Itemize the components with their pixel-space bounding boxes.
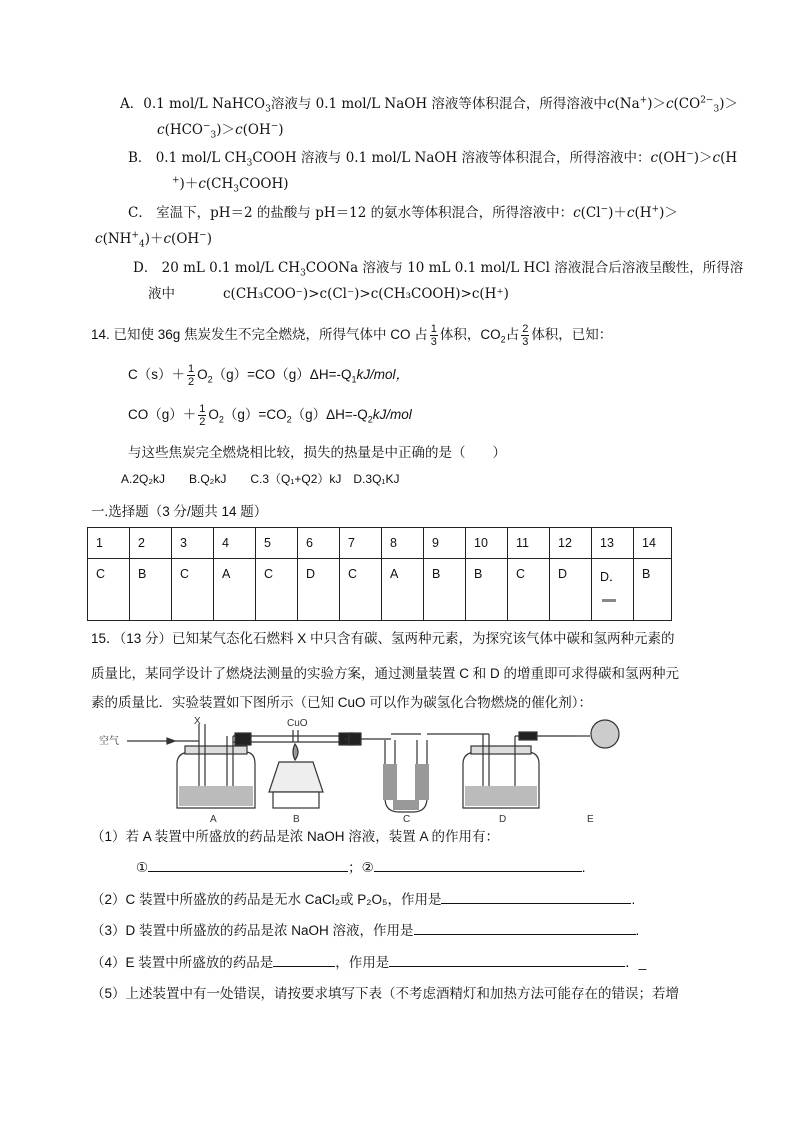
- table-cell: B: [130, 559, 172, 621]
- table-cell: 7: [340, 528, 382, 559]
- arrow-head-icon: [167, 738, 175, 744]
- tiny-mark-icon: [602, 599, 616, 602]
- q13-option-d-cont: 液中 c(CH₃COO⁻)>c(Cl⁻)>c(CH₃COOH)>c(H⁺): [148, 286, 509, 302]
- apparatus-figure: [95, 716, 635, 824]
- table-cell: 4: [214, 528, 256, 559]
- table-cell: 13: [592, 528, 634, 559]
- table-cell: C: [172, 559, 214, 621]
- q15-line-2: 质量比，某同学设计了燃烧法测量的实验方案，通过测量装置 C 和 D 的增重即可求得碳和氢两种元: [91, 666, 680, 681]
- section-title: 一.选择题（3 分/题共 14 题）: [91, 504, 268, 519]
- table-cell: A: [214, 559, 256, 621]
- table-cell: 5: [256, 528, 298, 559]
- table-cell: C: [256, 559, 298, 621]
- q13-option-b: B． 0.1 mol/L $CH_3COOH$ 溶液与 0.1 mol/L NaOH 溶液等体积混合，所得溶液中：c(OH−)＞c(H: [128, 149, 738, 169]
- q15-sub-2: （2）C 装置中所盛放的药品是无水 CaCl₂或 P₂O₅，作用是 .: [91, 889, 635, 910]
- table-cell: D: [550, 559, 592, 621]
- table-cell: 9: [424, 528, 466, 559]
- u-tube-c: [383, 734, 429, 812]
- fig-label-d: D: [499, 814, 507, 824]
- fig-label-x: X: [194, 716, 201, 727]
- table-cell: 11: [508, 528, 550, 559]
- answer-table-header-row: [88, 528, 672, 559]
- table-cell: 6: [298, 528, 340, 559]
- q13-option-c: C． 室温下，pH＝2 的盐酸与 pH＝12 的氨水等体积混合，所得溶液中：c(Cl−)＋c(H+)＞: [128, 204, 678, 221]
- q15-sub-4: （4）E 装置中所盛放的药品是 ，作用是 ．_: [91, 952, 646, 973]
- table-cell: B: [466, 559, 508, 621]
- answer-table-value-row: [88, 559, 672, 621]
- table-cell: 1: [88, 528, 130, 559]
- q14-options: A.2Q₂kJ B.Q₂kJ C.3（Q₁+Q2）kJ D.3Q₁KJ: [121, 472, 400, 486]
- table-cell: 14: [634, 528, 672, 559]
- q15-line-3: 素的质量比．实验装置如下图所示（已知 CuO 可以作为碳氢化合物燃烧的催化剂）：: [91, 695, 593, 710]
- table-cell: C: [340, 559, 382, 621]
- q13-option-c-cont: $c(NH^+_4)+c(OH^-)$: [95, 230, 212, 250]
- q15-sub-1: （1）若 A 装置中所盛放的药品是浓 NaOH 溶液，装置 A 的作用有：: [91, 829, 500, 844]
- table-cell: D: [298, 559, 340, 621]
- fig-label-cuo: CuO: [287, 718, 308, 729]
- q13-option-d: D． 20 mL 0.1 mol/L $CH_3COONa$ 溶液与 10 mL 0.1 mol/L HCl 溶液混合后溶液呈酸性，所得溶: [133, 260, 744, 279]
- q14-equation-1: C（s）＋ $\frac{1}{2}$ $O_2(g)=CO(g)\Delta H=-Q_1kJ$/mol，: [128, 362, 409, 388]
- q14-question: 与这些焦炭完全燃烧相比较，损失的热量是中正确的是（ ）: [128, 445, 506, 460]
- table-cell: D．: [592, 559, 634, 621]
- q13-option-a: A．0.1 mol/L NaHCO$_3$溶液与 0.1 mol/L NaOH 溶液等体积混合，所得溶液中$c(Na^+)>c(CO^{2-}_3)>$: [120, 95, 738, 115]
- fig-label-e: E: [587, 814, 594, 824]
- table-cell: 3: [172, 528, 214, 559]
- table-cell: 8: [382, 528, 424, 559]
- q14-equation-2: CO（g）＋ $\frac{1}{2}$ $O_2(g)=CO_2(g)\Delta H=-Q_2kJ$/mol: [128, 402, 412, 428]
- q15-sub-3: （3）D 装置中所盛放的药品是浓 NaOH 溶液，作用是 .: [91, 920, 639, 941]
- bottle-d: [427, 734, 555, 808]
- q13-option-b-cont: $^+)+c(CH_3COOH)$: [172, 175, 289, 195]
- q15-sub-5: （5）上述装置中有一处错误，请按要求填写下表（不考虑酒精灯和加热方法可能存在的错误；若增: [91, 986, 680, 1001]
- fig-label-c: C: [403, 814, 411, 824]
- answer-table: [87, 527, 672, 621]
- table-cell: B: [634, 559, 672, 621]
- table-cell: C: [88, 559, 130, 621]
- table-cell: 2: [130, 528, 172, 559]
- q14-stem: 14. 已知使 36g 焦炭发生不完全燃烧，所得气体中 CO 占 $\frac{1}{3}$ 体积，$CO_2$占 $\frac{2}{3}$ 体积，已知：: [91, 322, 613, 348]
- q13-option-a-cont: $c(HCO^-_3)>c(OH^-)$: [157, 121, 284, 141]
- q15-sub-1-blanks: ① ；② .: [136, 857, 585, 878]
- table-cell: 10: [466, 528, 508, 559]
- table-cell: C: [508, 559, 550, 621]
- fig-label-b: B: [293, 814, 300, 824]
- table-cell: 12: [550, 528, 592, 559]
- fig-label-a: A: [210, 814, 217, 824]
- fig-label-air: 空气: [99, 736, 119, 747]
- drying-tube-e: [519, 720, 619, 748]
- table-cell: A: [382, 559, 424, 621]
- table-cell: B: [424, 559, 466, 621]
- q15-line-1: 15．（13 分）已知某气态化石燃料 X 中只含有碳、氢两种元素，为探究该气体中碳和氢两种元素的: [91, 631, 675, 646]
